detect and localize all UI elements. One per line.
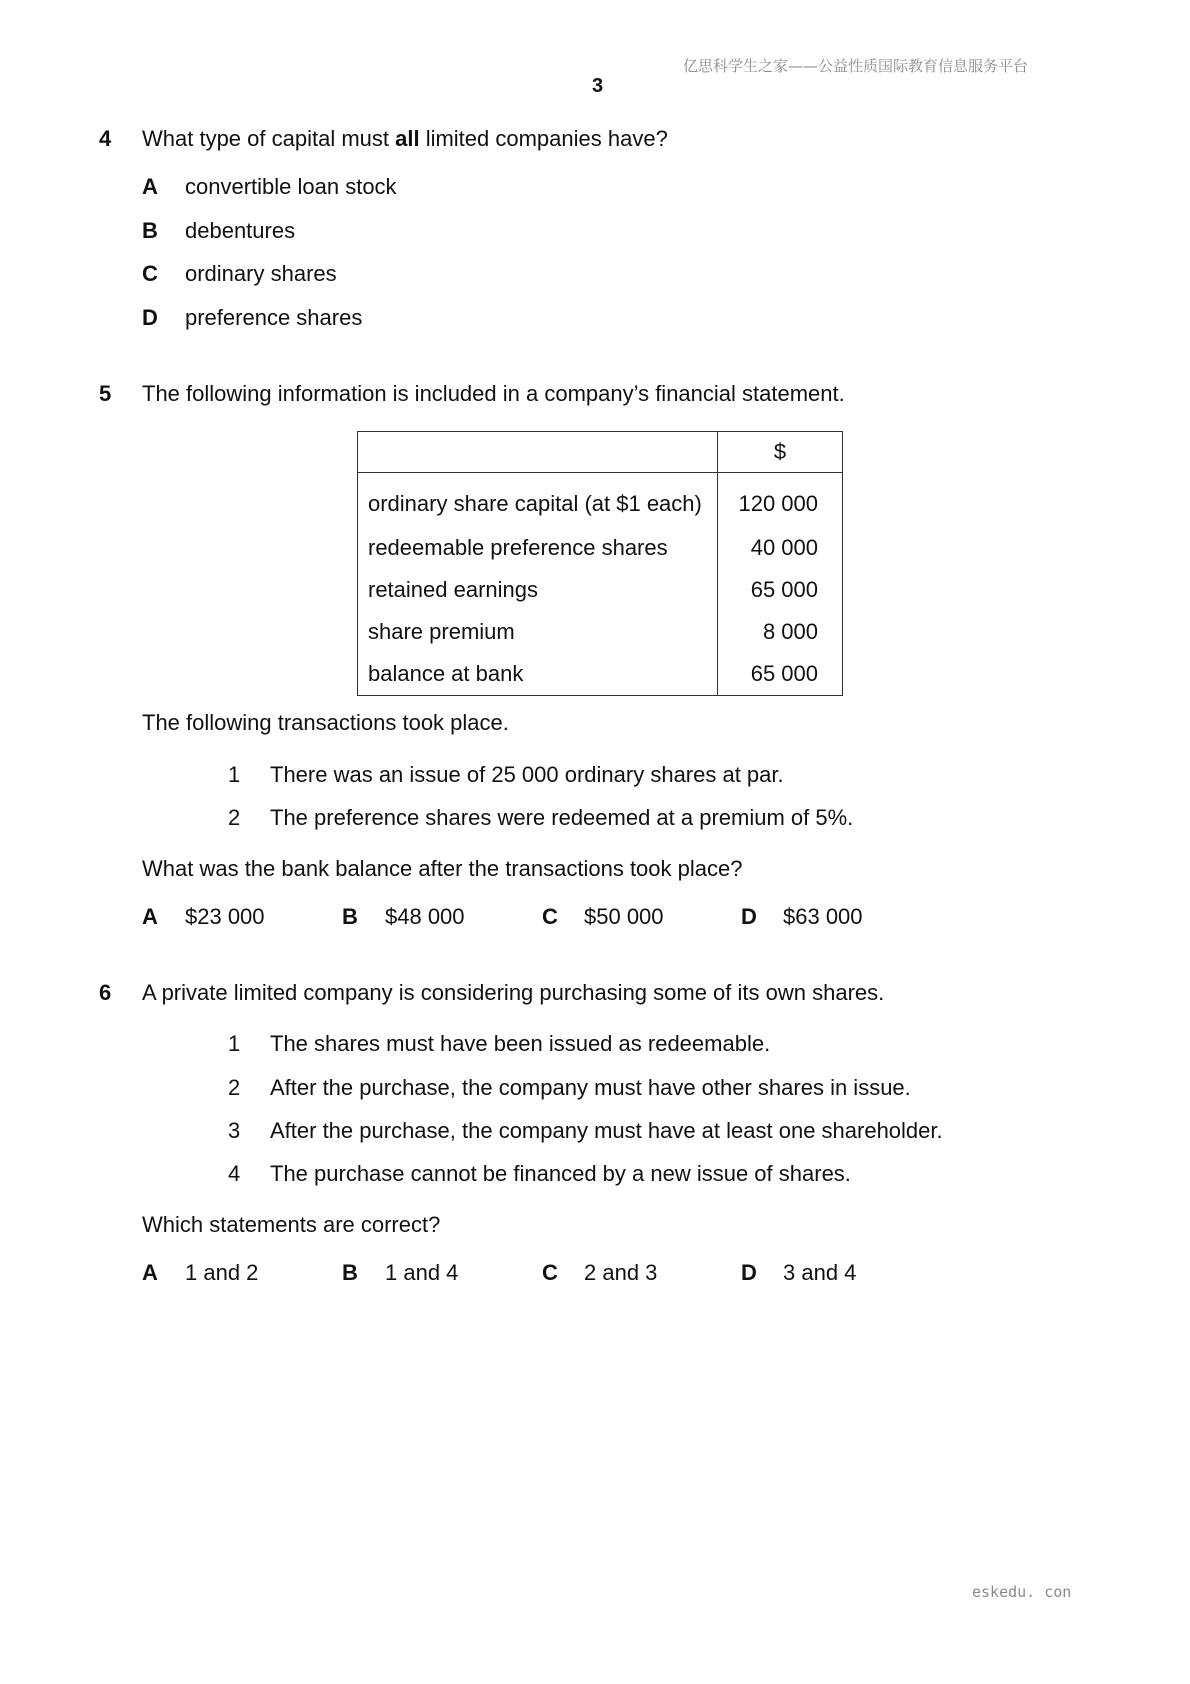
table-cell-label: retained earnings [358, 569, 718, 611]
q6-option-b-text: 1 and 4 [385, 1260, 459, 1285]
q6-option-c-letter: C [542, 1260, 558, 1285]
q6-statement-2-number: 2 [228, 1075, 241, 1100]
table-header-blank [358, 432, 718, 473]
question-4-number: 4 [99, 126, 112, 151]
table-cell-amount: 120 000 [738, 491, 818, 516]
q6-option-d-letter: D [741, 1260, 757, 1285]
q5-transaction-2-text: The preference shares were redeemed at a premium of 5%. [270, 805, 854, 830]
q6-statement-4-number: 4 [228, 1161, 241, 1186]
q4-option-d-text: preference shares [185, 305, 363, 330]
emphasis-all: all [395, 126, 420, 151]
header-watermark: 亿思科学生之家——公益性质国际教育信息服务平台 [683, 57, 1029, 75]
question-6-number: 6 [99, 980, 112, 1005]
table-cell-label: share premium [358, 611, 718, 653]
table-header-row [358, 432, 843, 473]
q6-statement-3-text: After the purchase, the company must have at least one shareholder. [270, 1118, 943, 1143]
q6-statement-4-text: The purchase cannot be financed by a new issue of shares. [270, 1161, 851, 1186]
q5-option-b-letter: B [342, 904, 358, 929]
table-cell-label: redeemable preference shares [358, 527, 718, 569]
question-6-stem: A private limited company is considering purchasing some of its own shares. [142, 980, 885, 1005]
q4-option-c-text: ordinary shares [185, 261, 337, 286]
q4-option-b-letter: B [142, 218, 158, 243]
q4-option-b-text: debentures [185, 218, 296, 243]
table-cell-amount: 8 000 [762, 619, 818, 644]
question-5-stem: The following information is included in a company’s financial statement. [142, 381, 845, 406]
q5-transaction-1-number: 1 [228, 762, 241, 787]
table-row [358, 527, 843, 569]
q6-statement-3-number: 3 [228, 1118, 241, 1143]
q5-question: What was the bank balance after the transactions took place? [142, 856, 743, 881]
table-cell-amount: 65 000 [750, 577, 818, 602]
financial-statement-table [357, 431, 843, 696]
q4-option-d-letter: D [142, 305, 158, 330]
table-row [358, 473, 843, 528]
q6-option-d-text: 3 and 4 [783, 1260, 857, 1285]
q6-option-a-letter: A [142, 1260, 158, 1285]
q6-option-c-text: 2 and 3 [584, 1260, 658, 1285]
table-row [358, 611, 843, 653]
table-row [358, 653, 843, 696]
q5-option-c-letter: C [542, 904, 558, 929]
q5-option-a-letter: A [142, 904, 158, 929]
table-row [358, 569, 843, 611]
q5-transactions-intro: The following transactions took place. [142, 710, 509, 735]
q4-option-a-text: convertible loan stock [185, 174, 397, 199]
q6-question: Which statements are correct? [142, 1212, 441, 1237]
footer-site: eskedu. con [972, 1583, 1072, 1601]
q6-option-a-text: 1 and 2 [185, 1260, 259, 1285]
q5-option-d-letter: D [741, 904, 757, 929]
table-cell-amount: 40 000 [750, 535, 818, 560]
q5-transaction-1-text: There was an issue of 25 000 ordinary shares at par. [270, 762, 784, 787]
q6-statement-2-text: After the purchase, the company must have other shares in issue. [270, 1075, 911, 1100]
page-number: 3 [592, 75, 604, 97]
question-5-number: 5 [99, 381, 112, 406]
q6-option-b-letter: B [342, 1260, 358, 1285]
question-4-stem: What type of capital must all limited companies have? [142, 126, 668, 151]
table-header-currency: $ [718, 432, 843, 473]
table-cell-amount: 65 000 [750, 661, 818, 686]
q5-transaction-2-number: 2 [228, 805, 241, 830]
q6-statement-1-number: 1 [228, 1031, 241, 1056]
q4-option-a-letter: A [142, 174, 158, 199]
table-cell-label: ordinary share capital (at $1 each) [358, 473, 718, 528]
q5-option-c-text: $50 000 [584, 904, 664, 929]
table-cell-label: balance at bank [358, 653, 718, 696]
q5-option-d-text: $63 000 [783, 904, 863, 929]
q5-option-b-text: $48 000 [385, 904, 465, 929]
q4-option-c-letter: C [142, 261, 158, 286]
q5-option-a-text: $23 000 [185, 904, 265, 929]
q6-statement-1-text: The shares must have been issued as redeemable. [270, 1031, 771, 1056]
